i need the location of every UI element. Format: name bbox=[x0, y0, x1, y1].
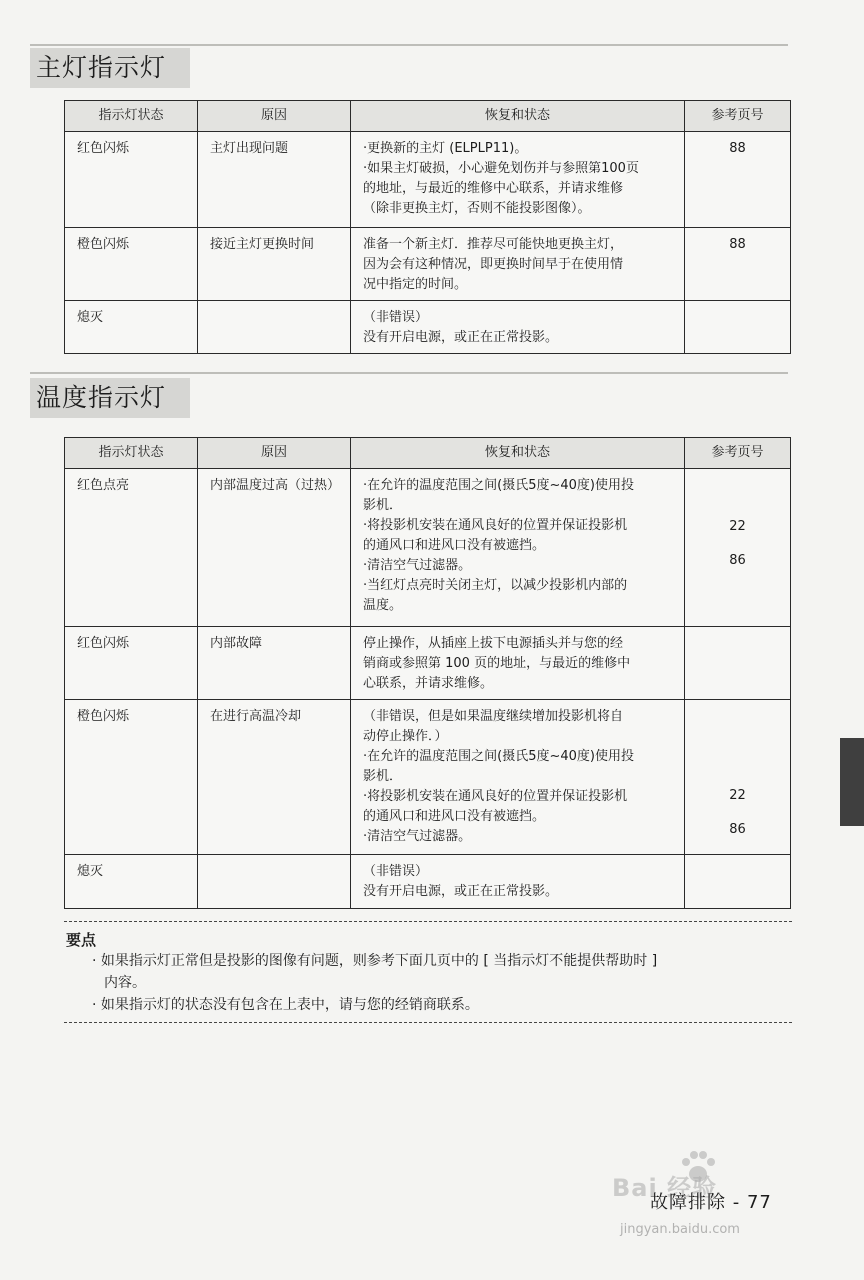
recovery-cell bbox=[351, 228, 685, 301]
recovery-cell bbox=[351, 301, 685, 354]
page-ref: 22 bbox=[729, 519, 746, 534]
note-item: · 如果指示灯正常但是投影的图像有问题，则参考下面几页中的 [ 当指示灯不能提供帮助时 ] bbox=[92, 953, 658, 969]
state-cell: 红色闪烁 bbox=[65, 627, 198, 700]
table-row bbox=[65, 700, 791, 855]
cause-cell: 内部温度过高（过热） bbox=[198, 469, 351, 627]
recovery-line: 的通风口和进风口没有被遮挡。 bbox=[363, 538, 546, 553]
page-cell bbox=[685, 855, 791, 909]
recovery-line: ·清洁空气过滤器。 bbox=[363, 558, 472, 573]
watermark-brand: Bai 经验 bbox=[612, 1174, 718, 1202]
state-cell: 熄灭 bbox=[65, 301, 198, 354]
state-cell: 橙色闪烁 bbox=[65, 700, 198, 855]
header-state: 指示灯状态 bbox=[65, 438, 198, 469]
page-cell bbox=[685, 469, 791, 627]
cause-cell: 接近主灯更换时间 bbox=[198, 228, 351, 301]
temperature-indicator-table bbox=[64, 437, 791, 909]
table-row bbox=[65, 627, 791, 700]
table-row bbox=[65, 228, 791, 301]
recovery-cell bbox=[351, 627, 685, 700]
cause-cell: 在进行高温冷却 bbox=[198, 700, 351, 855]
recovery-line: ·在允许的温度范围之间(摄氏5度~40度)使用投 bbox=[363, 478, 634, 493]
recovery-line: ·将投影机安装在通风良好的位置并保证投影机 bbox=[363, 789, 628, 804]
note-item: 内容。 bbox=[104, 975, 146, 991]
header-recovery: 恢复和状态 bbox=[351, 438, 685, 469]
page-cell bbox=[685, 301, 791, 354]
state-cell: 橙色闪烁 bbox=[65, 228, 198, 301]
recovery-line: 停止操作，从插座上拔下电源插头并与您的经 bbox=[363, 636, 624, 651]
recovery-line: 没有开启电源，或正在正常投影。 bbox=[363, 330, 559, 345]
recovery-line: ·清洁空气过滤器。 bbox=[363, 829, 472, 844]
cause-cell bbox=[198, 855, 351, 909]
recovery-line: 的通风口和进风口没有被遮挡。 bbox=[363, 809, 546, 824]
recovery-line: 没有开启电源，或正在正常投影。 bbox=[363, 884, 559, 899]
recovery-cell bbox=[351, 132, 685, 228]
lamp-indicator-table bbox=[64, 100, 791, 354]
page-ref: 22 bbox=[729, 788, 746, 803]
recovery-line: （非错误） bbox=[363, 864, 429, 879]
section-rule-lamp bbox=[30, 44, 788, 46]
header-cause: 原因 bbox=[198, 438, 351, 469]
header-page: 参考页号 bbox=[685, 438, 791, 469]
cause-cell bbox=[198, 301, 351, 354]
recovery-line: 销商或参照第 100 页的地址，与最近的维修中 bbox=[363, 656, 631, 671]
table-header-row bbox=[65, 101, 791, 132]
recovery-line: 影机． bbox=[363, 498, 403, 513]
recovery-line: （非错误） bbox=[363, 310, 429, 325]
recovery-cell bbox=[351, 855, 685, 909]
notes-divider-bottom bbox=[64, 1022, 792, 1023]
header-page: 参考页号 bbox=[685, 101, 791, 132]
page-cell bbox=[685, 627, 791, 700]
page-cell bbox=[685, 700, 791, 855]
recovery-line: ·在允许的温度范围之间(摄氏5度~40度)使用投 bbox=[363, 749, 634, 764]
recovery-line: 动停止操作．） bbox=[363, 729, 448, 744]
table-row bbox=[65, 469, 791, 627]
notes-heading: 要点 bbox=[66, 931, 97, 949]
cause-cell: 主灯出现问题 bbox=[198, 132, 351, 228]
page-ref: 88 bbox=[729, 237, 746, 252]
recovery-cell bbox=[351, 700, 685, 855]
header-state: 指示灯状态 bbox=[65, 101, 198, 132]
table-row bbox=[65, 132, 791, 228]
table-row bbox=[65, 855, 791, 909]
recovery-line: ·更换新的主灯 (ELPLP11)。 bbox=[363, 141, 528, 156]
recovery-line: 心联系，并请求维修。 bbox=[363, 676, 494, 691]
section-rule-temp bbox=[30, 372, 788, 374]
note-item: · 如果指示灯的状态没有包含在上表中，请与您的经销商联系。 bbox=[92, 997, 479, 1013]
lamp-section-title: 主灯指示灯 bbox=[30, 48, 190, 88]
temp-section-title: 温度指示灯 bbox=[30, 378, 190, 418]
page-ref: 88 bbox=[729, 141, 746, 156]
page-ref: 86 bbox=[729, 553, 746, 568]
recovery-line: （非错误，但是如果温度继续增加投影机将自 bbox=[363, 709, 624, 724]
header-recovery: 恢复和状态 bbox=[351, 101, 685, 132]
cause-cell: 内部故障 bbox=[198, 627, 351, 700]
notes-list bbox=[92, 950, 792, 1016]
state-cell: 熄灭 bbox=[65, 855, 198, 909]
notes-divider-top bbox=[64, 921, 792, 922]
recovery-line: 影机． bbox=[363, 769, 403, 784]
recovery-line: 的地址，与最近的维修中心联系，并请求维修 bbox=[363, 181, 624, 196]
watermark-url: jingyan.baidu.com bbox=[620, 1222, 740, 1237]
page-cell bbox=[685, 132, 791, 228]
recovery-line: 况中指定的时间。 bbox=[363, 277, 468, 292]
recovery-line: 温度。 bbox=[363, 598, 403, 613]
table-row bbox=[65, 301, 791, 354]
chapter-tab-marker bbox=[840, 738, 864, 826]
header-cause: 原因 bbox=[198, 101, 351, 132]
state-cell: 红色闪烁 bbox=[65, 132, 198, 228]
page-ref: 86 bbox=[729, 822, 746, 837]
recovery-line: ·当红灯点亮时关闭主灯，以减少投影机内部的 bbox=[363, 578, 628, 593]
recovery-line: （除非更换主灯，否则不能投影图像）。 bbox=[363, 201, 591, 216]
recovery-line: 因为会有这种情况，即更换时间早于在使用情 bbox=[363, 257, 624, 272]
recovery-line: ·如果主灯破损，小心避免划伤并与参照第100页 bbox=[363, 161, 639, 176]
page-footer: 故障排除 - 77 bbox=[650, 1192, 772, 1213]
recovery-cell bbox=[351, 469, 685, 627]
page-cell bbox=[685, 228, 791, 301]
recovery-line: 准备一个新主灯．推荐尽可能快地更换主灯， bbox=[363, 237, 624, 252]
table-header-row bbox=[65, 438, 791, 469]
recovery-line: ·将投影机安装在通风良好的位置并保证投影机 bbox=[363, 518, 628, 533]
state-cell: 红色点亮 bbox=[65, 469, 198, 627]
